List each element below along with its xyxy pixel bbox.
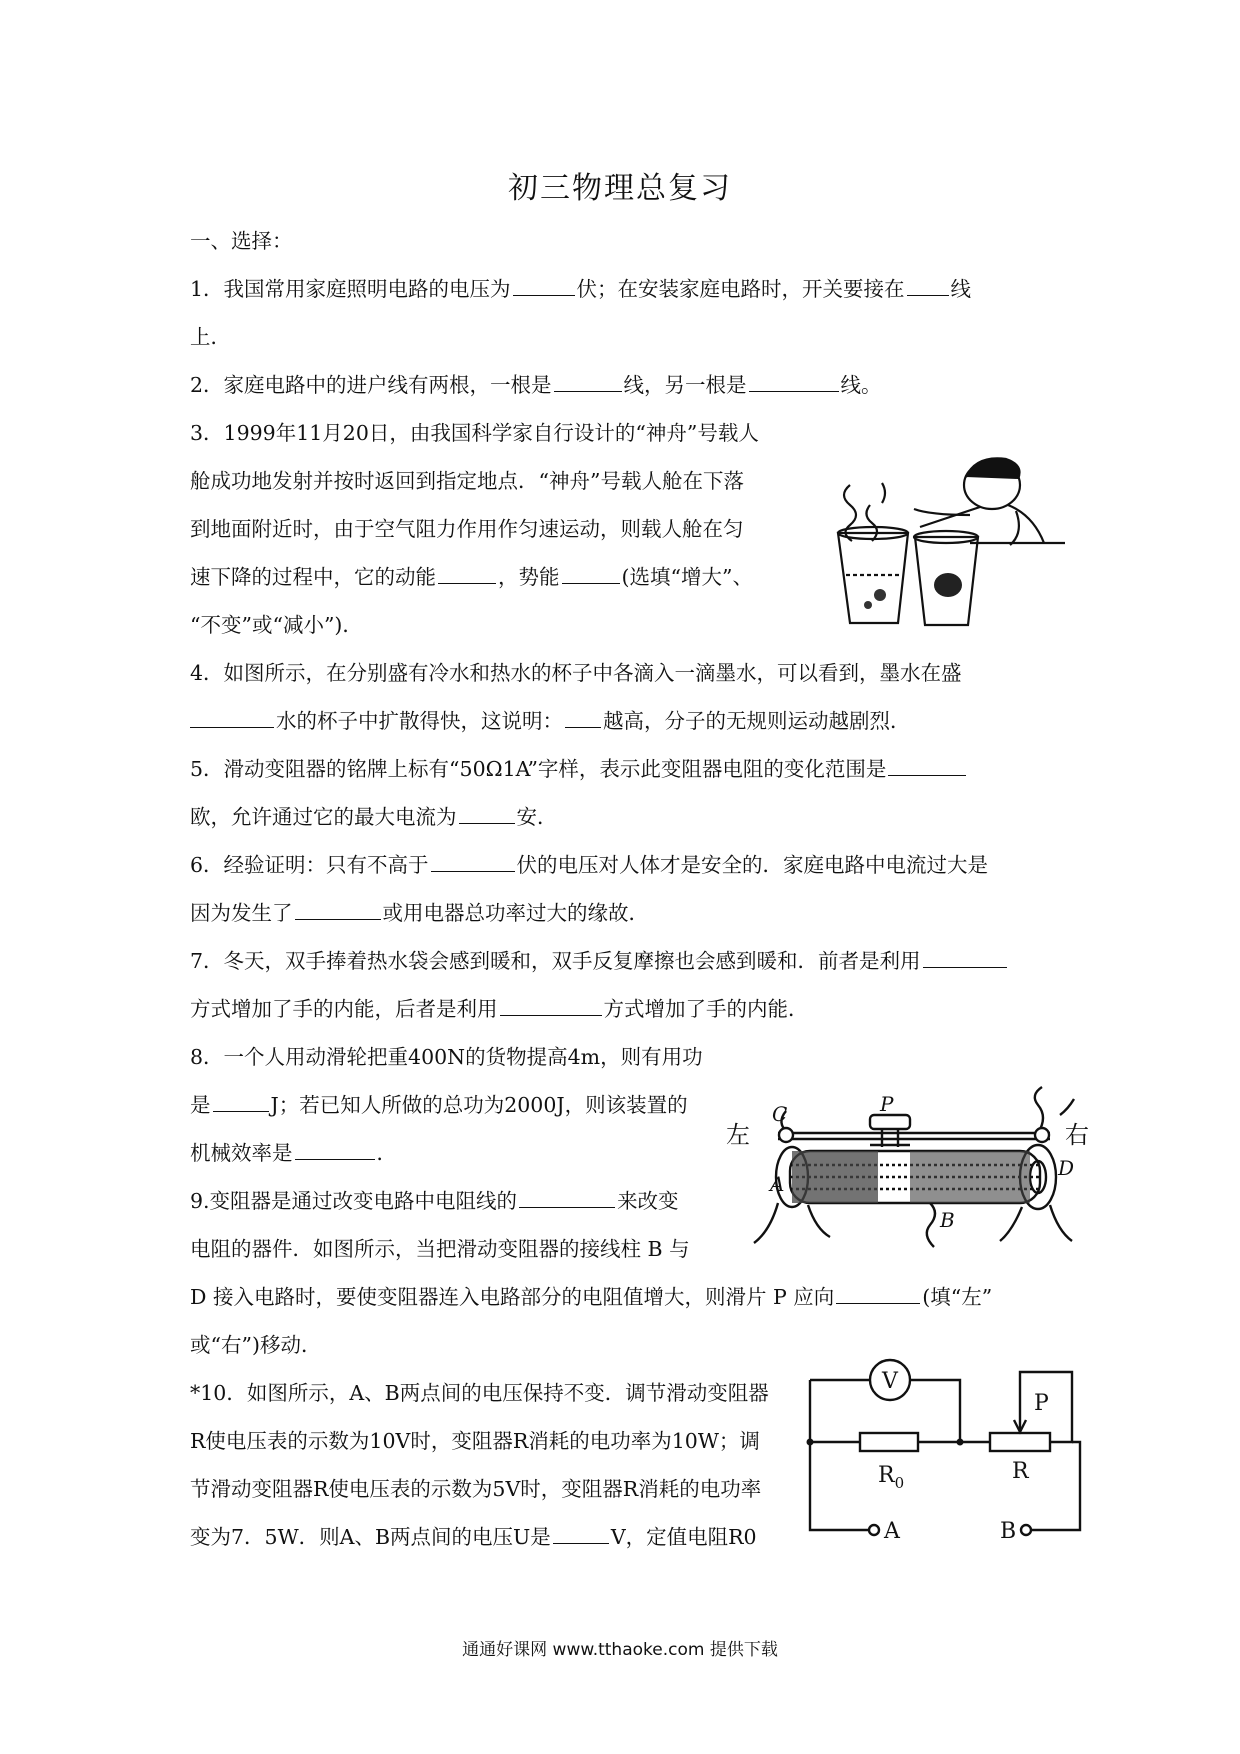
slider-label-p: P (1034, 1391, 1049, 1416)
q10-blank-1[interactable] (553, 1523, 609, 1544)
question-3-line-1: 3．1999年11月20日，由我国科学家自行设计的“神舟”号载人 (190, 421, 759, 445)
q3-text-b: ，势能 (498, 565, 560, 589)
q1-blank-1[interactable] (513, 275, 575, 296)
q6-text-b: 伏的电压对人体才是安全的．家庭电路中电流过大是 (516, 853, 989, 877)
q9-blank-1[interactable] (519, 1187, 615, 1208)
terminal-label-b: B (1000, 1519, 1017, 1544)
question-9-line-3 (190, 1283, 992, 1311)
question-7-line-1 (190, 947, 1009, 975)
q6-text-d: 或用电器总功率过大的缘故． (382, 901, 649, 925)
question-3-line-3: 到地面附近时，由于空气阻力作用作匀速运动，则载人舱在匀 (190, 517, 744, 541)
q5-text-b: 欧，允许通过它的最大电流为 (190, 805, 457, 829)
q9-text-d: (填“左” (922, 1285, 993, 1309)
question-4-line-1: 4．如图所示，在分别盛有冷水和热水的杯子中各滴入一滴墨水，可以看到，墨水在盛 (190, 661, 962, 685)
q10-text-b: V，定值电阻R0 (610, 1525, 757, 1549)
q7-text-a: 7．冬天，双手捧着热水袋会感到暖和，双手反复摩擦也会感到暖和．前者是利用 (190, 949, 921, 973)
rheostat-label-right: 右 (1065, 1121, 1089, 1149)
rheostat-label-b: B (940, 1208, 955, 1232)
q2-blank-2[interactable] (749, 371, 839, 392)
question-3-line-5: “不变”或“减小”)． (190, 613, 363, 637)
q2-blank-1[interactable] (554, 371, 622, 392)
q2-text-c: 线。 (840, 373, 882, 397)
q6-blank-2[interactable] (295, 899, 381, 920)
q3-blank-2[interactable] (562, 563, 620, 584)
question-8-line-2 (190, 1091, 688, 1119)
section-heading: 一、选择： (190, 229, 293, 253)
question-2 (190, 371, 882, 399)
q8-text-a: 是 (190, 1093, 211, 1117)
q8-blank-1[interactable] (213, 1091, 269, 1112)
rheostat-label-r: R (1012, 1459, 1029, 1484)
rheostat-label-left: 左 (726, 1121, 750, 1149)
q3-text-a: 速下降的过程中，它的动能 (190, 565, 436, 589)
question-10-line-4 (190, 1523, 757, 1551)
circuit-diagram (800, 1360, 1110, 1560)
q5-blank-2[interactable] (459, 803, 515, 824)
q5-blank-1[interactable] (888, 755, 966, 776)
q10-text-a: 变为7．5W．则A、B两点间的电压U是 (190, 1525, 551, 1549)
rheostat-label-a: A (770, 1172, 785, 1196)
q8-text-c: 机械效率是 (190, 1141, 293, 1165)
q9-text-a: 9.变阻器是通过改变电路中电阻线的 (190, 1189, 518, 1213)
question-8-line-3 (190, 1139, 397, 1167)
question-10-line-2: R使电压表的示数为10V时，变阻器R消耗的电功率为10W；调 (190, 1429, 760, 1453)
question-1-line-2: 上． (190, 325, 231, 349)
q8-text-b: J；若已知人所做的总功为2000J，则该装置的 (270, 1093, 688, 1117)
q2-text-b: 线，另一根是 (623, 373, 747, 397)
q3-text-c: (选填“增大”、 (621, 565, 753, 589)
q2-text-a: 2．家庭电路中的进户线有两根，一根是 (190, 373, 552, 397)
q4-text-a: 水的杯子中扩散得快，这说明： (276, 709, 563, 733)
q9-text-c: D 接入电路时，要使变阻器连入电路部分的电阻值增大，则滑片 P 应向 (190, 1285, 835, 1309)
question-10-line-3: 节滑动变阻器R使电压表的示数为5V时，变阻器R消耗的电功率 (190, 1477, 762, 1501)
question-6-line-2 (190, 899, 649, 927)
q3-blank-1[interactable] (438, 563, 496, 584)
voltmeter-label: V (882, 1369, 898, 1394)
page-title: 初三物理总复习 (508, 171, 732, 206)
q6-text-c: 因为发生了 (190, 901, 293, 925)
question-3-line-2: 舱成功地发射并按时返回到指定地点．“神舟”号载人舱在下落 (190, 469, 744, 493)
q5-text-a: 5．滑动变阻器的铭牌上标有“50Ω1A”字样，表示此变阻器电阻的变化范围是 (190, 757, 887, 781)
rheostat-label-p: P (880, 1092, 894, 1116)
q5-text-c: 安． (516, 805, 558, 829)
question-5-line-1 (190, 755, 968, 783)
q1-text-c: 线 (950, 277, 972, 301)
q6-text-a: 6．经验证明：只有不高于 (190, 853, 429, 877)
q8-blank-2[interactable] (295, 1139, 375, 1160)
rheostat-illustration (720, 1085, 1090, 1260)
question-10-line-1: *10．如图所示，A、B两点间的电压保持不变．调节滑动变阻器 (190, 1381, 769, 1405)
question-9-line-4: 或“右”)移动． (190, 1333, 322, 1357)
question-3-line-4 (190, 563, 753, 591)
terminal-label-a: A (884, 1519, 900, 1544)
q8-text-d: ． (376, 1141, 397, 1165)
q9-text-b: 来改变 (617, 1189, 679, 1213)
q7-blank-2[interactable] (500, 995, 602, 1016)
q7-blank-1[interactable] (923, 947, 1007, 968)
q1-text-b: 伏；在安装家庭电路时，开关要接在 (576, 277, 905, 301)
q4-blank-2[interactable] (565, 707, 601, 728)
question-7-line-2 (190, 995, 809, 1023)
boy-cups-illustration (820, 455, 1070, 645)
page-footer: 通通好课网 www.tthaoke.com 提供下载 (462, 1640, 778, 1660)
q1-blank-2[interactable] (907, 275, 949, 296)
resistor-label-r0: $R_0$ (878, 1463, 905, 1492)
q7-text-b: 方式增加了手的内能，后者是利用 (190, 997, 498, 1021)
rheostat-label-c: C (772, 1102, 788, 1126)
q9-blank-2[interactable] (836, 1283, 920, 1304)
q1-text-a: 1．我国常用家庭照明电路的电压为 (190, 277, 511, 301)
q6-blank-1[interactable] (431, 851, 515, 872)
q4-text-b: 越高，分子的无规则运动越剧烈． (603, 709, 911, 733)
question-4-line-2 (190, 707, 911, 735)
question-5-line-2 (190, 803, 558, 831)
question-1-line-1 (190, 275, 971, 303)
question-8-line-1: 8．一个人用动滑轮把重400N的货物提高4m，则有用功 (190, 1045, 703, 1069)
question-6-line-1 (190, 851, 988, 879)
q7-text-c: 方式增加了手的内能． (603, 997, 809, 1021)
question-9-line-1 (190, 1187, 679, 1215)
q4-blank-1[interactable] (190, 707, 274, 728)
question-9-line-2: 电阻的器件．如图所示，当把滑动变阻器的接线柱 B 与 (190, 1237, 690, 1261)
rheostat-label-d: D (1058, 1156, 1075, 1180)
